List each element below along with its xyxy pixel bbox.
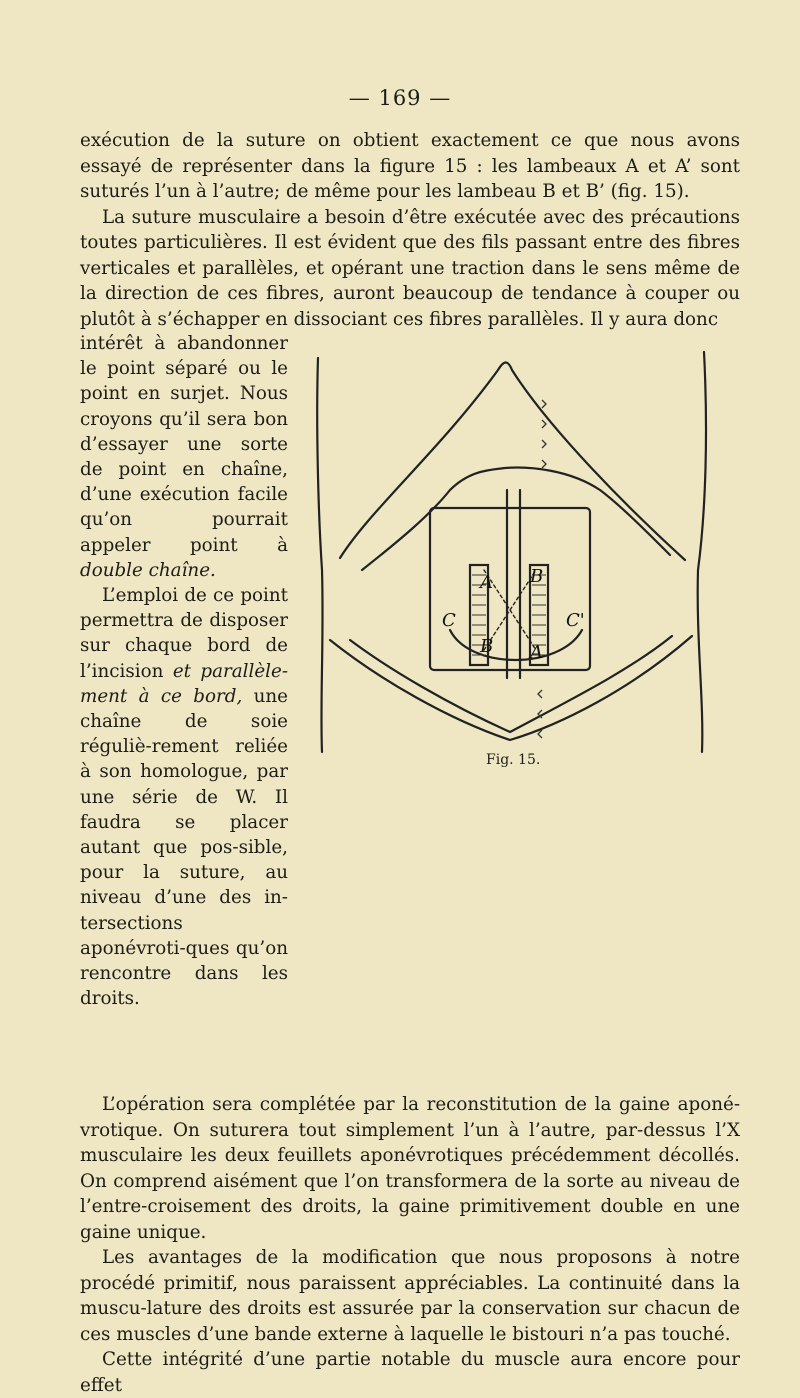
label-c: C xyxy=(442,610,456,631)
paragraph-text: L’emploi de ce point permettra de disposer sur chaque bord de l’incision xyxy=(80,585,288,682)
paragraph-text: intérêt à abandonner le point séparé ou le point en surjet. Nous croyons qu’il sera bon d’essayer une sorte de point en chaîne, d’une exécution facile qu’on pourrait appeler point à xyxy=(80,333,288,556)
wrapped-text-column xyxy=(80,331,288,1011)
label-c2: C' xyxy=(566,610,585,631)
paragraph: Cette intégrité d’une partie notable du muscle aura encore pour effet xyxy=(80,1349,740,1396)
paragraph xyxy=(80,583,288,1011)
suture-chevrons-top xyxy=(542,400,546,468)
top-text-block xyxy=(80,128,740,332)
paragraph: L’opération sera complétée par la reconstitution de la gaine aponé-vrotique. On suturera tout simplement l’un à l’autre, par-dessus l’X musculaire les deux feuillets aponévrotiques précédemment décollés. On comprend aisément que l’on transformera de la sorte au niveau de l’entre-croisement des droits, la gaine primitivement double en une gaine unique. xyxy=(80,1094,740,1243)
upper-arch-line xyxy=(362,468,670,570)
label-a: A xyxy=(480,572,493,593)
paragraph: La suture musculaire a besoin d’être exécutée avec des précautions toutes particulières. Il est évident que des fils passant entre des fibres verticales et parallèles, et opérant une traction dans le sens même de la direction de ces fibres, auront beaucoup de tendance à couper ou plutôt à s’échapper en dissociant ces fibres parallèles. Il y aura donc xyxy=(80,206,740,330)
emphasis: double chaîne. xyxy=(80,559,216,581)
lower-inner-line xyxy=(350,636,672,732)
bottom-text-block xyxy=(80,1092,740,1398)
paragraph-text: une chaîne de soie réguliè-rement reliée à son homologue, par une série de W. Il faudra se placer autant que pos-sible, pour la suture, au niveau d’une des in-tersections aponévroti-ques qu’on rencontre dans les droits. xyxy=(80,685,288,1010)
paragraph: exécution de la suture on obtient exactement ce que nous avons essayé de représenter dans la figure 15 : les lambeaux A et A’ sont suturés l’un à l’autre; de même pour les lambeau B et B’ (fig. 15). xyxy=(80,130,740,202)
figure-caption: Fig. 15. xyxy=(486,752,541,768)
paragraph xyxy=(80,331,288,583)
left-contour-line xyxy=(317,358,322,752)
paragraph: Les avantages de la modification que nous proposons à notre procédé primitif, nous paraissent appréciables. La continuité dans la muscu-lature des droits est assurée par la conservation sur chacun de ces muscles d’une bande externe à laquelle le bistouri n’a pas touché. xyxy=(80,1247,740,1345)
upper-v-line xyxy=(340,363,685,561)
right-contour-line xyxy=(698,352,706,752)
lower-v-line xyxy=(330,636,692,740)
label-b2: B xyxy=(480,636,494,657)
label-a2: A xyxy=(530,642,543,663)
page-number: — 169 — xyxy=(348,86,452,110)
figure-15-diagram xyxy=(300,340,730,760)
emphasis: et parallèle-ment à ce bord, xyxy=(80,660,289,707)
label-b: B xyxy=(530,566,544,587)
